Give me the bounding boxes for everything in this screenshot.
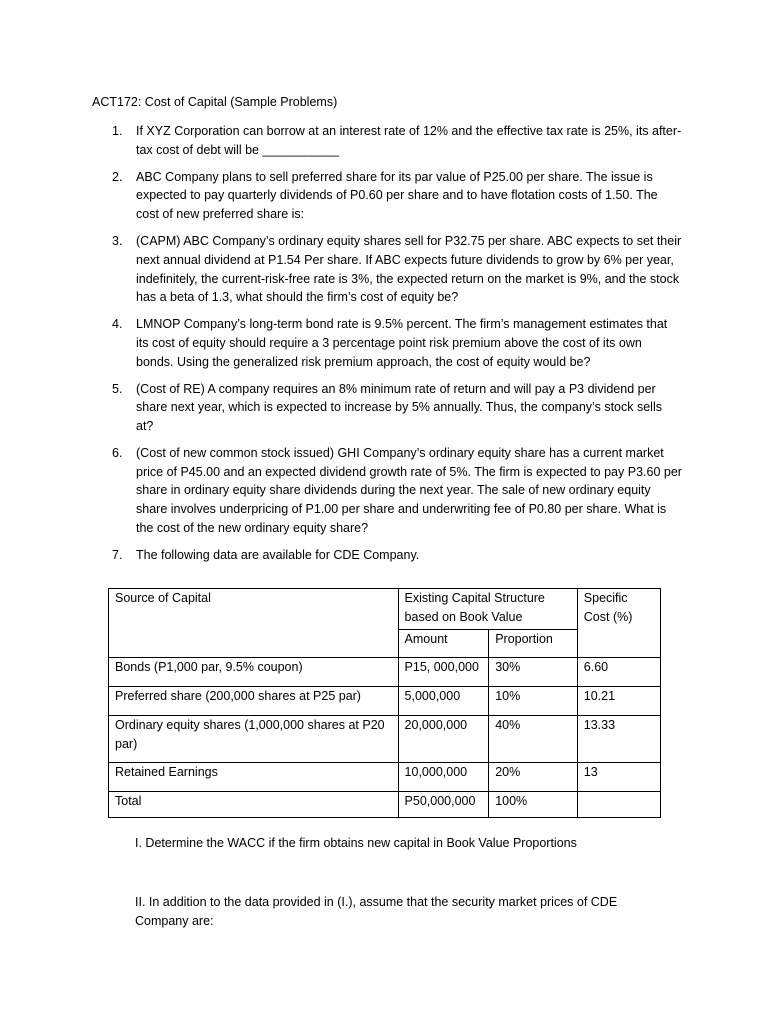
problem-item [112,546,682,565]
table-row [109,658,661,687]
cell-source: Retained Earnings [109,763,399,792]
problem-number: 6. [112,446,123,461]
cell-proportion: 20% [489,763,578,792]
cell-cost: 6.60 [577,658,660,687]
header-source-of-capital: Source of Capital [109,589,399,658]
document-title: ACT172: Cost of Capital (Sample Problems) [92,95,338,109]
header-capital-structure: Existing Capital Structure based on Book Value [398,589,577,630]
problem-number: 2. [112,169,123,184]
table-row [109,763,661,792]
cell-proportion: 40% [489,716,578,763]
cell-cost: 13.33 [577,716,660,763]
cell-cost: 13 [577,763,660,792]
problem-text: If XYZ Corporation can borrow at an interest rate of 12% and the effective tax rate is 25%, its after-tax cost of debt will be ___________ [136,124,682,157]
cell-source: Bonds (P1,000 par, 9.5% coupon) [109,658,399,687]
cell-cost [577,792,660,818]
problem-number: 7. [112,547,123,562]
problem-number: 1. [112,124,123,138]
capital-structure-table [108,588,661,818]
cell-cost: 10.21 [577,687,660,716]
cell-amount: 10,000,000 [398,763,489,792]
problem-item [112,232,682,307]
header-specific-cost: Specific Cost (%) [577,589,660,658]
header-amount: Amount [398,630,489,658]
table-header-row [109,589,661,630]
problem-list [112,122,682,573]
cell-source: Ordinary equity shares (1,000,000 shares at P20 par) [109,716,399,763]
cell-amount: P15, 000,000 [398,658,489,687]
problem-item [112,168,682,224]
problem-text: (Cost of RE) A company requires an 8% minimum rate of return and will pay a P3 dividend per share next year, which is expected to increase by 5% annually. Thus, the company’s stock sells at? [136,381,662,434]
problem-number: 4. [112,317,123,332]
problem-item [112,122,682,159]
problem-text: LMNOP Company’s long-term bond rate is 9.5% percent. The firm’s management estimates that its cost of equity should require a 3 percentage point risk premium above the cost of its own bonds. Using the generalized risk premium approach, the cost of equity would be? [136,317,668,369]
problem-item [112,444,682,538]
cell-proportion: 30% [489,658,578,687]
table-row [109,716,661,763]
problem-item [112,315,682,371]
cell-proportion: 10% [489,687,578,716]
cell-amount: 5,000,000 [398,687,489,716]
header-proportion: Proportion [489,630,578,658]
cell-source: Preferred share (200,000 shares at P25 par) [109,687,399,716]
cell-amount: 20,000,000 [398,716,489,763]
problem-text: (Cost of new common stock issued) GHI Company’s ordinary equity share has a current market price of P45.00 and an expected dividend growth rate of 5%. The firm is expected to pay P3.60 per share in ordinary equity share dividends during the next year. The sale of new ordinary equity share involves underpricing of P1.00 per share and underwriting fee of P0.80 per share. What is the cost of the new ordinary equity share? [136,446,682,535]
problem-text: (CAPM) ABC Company’s ordinary equity shares sell for P32.75 per share. ABC expects to set their next annual dividend at P1.54 Per share. If ABC expects future dividends to grow by 6% per year, indefinitely, the current-risk-free rate is 3%, the expected return on the market is 9%, and the stock has a beta of 1.3, what should the firm’s cost of equity be? [136,234,682,305]
problem-item [112,380,682,436]
problem-number: 5. [112,381,123,396]
problem-text: ABC Company plans to sell preferred share for its par value of P25.00 per share. The issue is expected to pay quarterly dividends of P0.60 per share and to have flotation costs of 1.50. The cost of new preferred share is: [136,169,658,222]
problem-text: The following data are available for CDE Company. [136,547,420,562]
table-row [109,687,661,716]
cell-proportion: 100% [489,792,578,818]
question-two: II. In addition to the data provided in (I.), assume that the security market prices of CDE Company are: [135,895,618,928]
cell-amount: P50,000,000 [398,792,489,818]
problem-number: 3. [112,234,123,249]
table-total-row [109,792,661,818]
cell-source: Total [109,792,399,818]
question-one: I. Determine the WACC if the firm obtains new capital in Book Value Proportions [135,836,577,850]
